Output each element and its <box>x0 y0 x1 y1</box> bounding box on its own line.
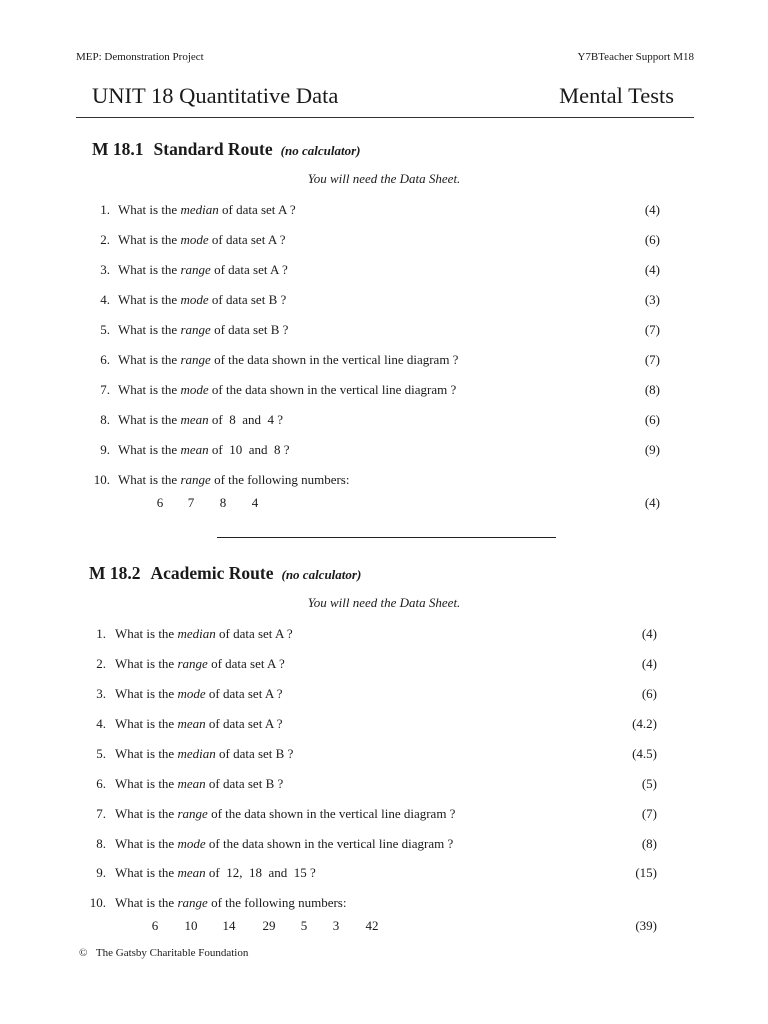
question-item <box>84 352 660 370</box>
question-item <box>80 626 657 644</box>
question-answer: (6) <box>644 412 660 427</box>
question-text <box>118 202 296 218</box>
question-prefix: What is the <box>115 656 178 671</box>
question-item <box>84 292 660 310</box>
question-text <box>115 656 285 672</box>
title-rule <box>76 117 694 118</box>
question-term: range <box>180 322 211 337</box>
question-prefix: What is the <box>118 202 181 217</box>
question-text <box>118 262 288 278</box>
copyright-symbol: © <box>79 947 88 959</box>
question-number: 5. <box>96 746 106 761</box>
question-answer: (4) <box>644 495 660 510</box>
question-answer: (4.2) <box>632 716 657 731</box>
question-prefix: What is the <box>118 322 181 337</box>
question-suffix: of data set B ? <box>208 292 287 307</box>
question-text <box>118 382 456 398</box>
page-header <box>76 51 694 63</box>
question-term: range <box>177 895 208 910</box>
question-term: median <box>177 746 216 761</box>
question-prefix: What is the <box>118 352 181 367</box>
question-item <box>84 262 660 280</box>
number-value: 10 <box>184 918 198 933</box>
question-term: median <box>177 626 216 641</box>
question-prefix: What is the <box>118 412 181 427</box>
unit-title <box>92 82 674 110</box>
question-term: mode <box>177 686 206 701</box>
question-text <box>118 232 286 248</box>
question-number: 1. <box>96 626 106 641</box>
question-suffix: of data set B ? <box>205 776 284 791</box>
question-item <box>80 716 657 734</box>
header-left: MEP: Demonstration Project <box>76 51 204 63</box>
question-text <box>118 412 283 428</box>
question-answer: (9) <box>644 442 660 457</box>
question-answer: (15) <box>635 865 657 880</box>
question-item <box>84 472 660 490</box>
header-right: Y7BTeacher Support M18 <box>577 51 694 63</box>
question-term: range <box>180 472 211 487</box>
question-term: range <box>177 806 208 821</box>
question-number: 3. <box>96 686 106 701</box>
data-sheet-note: You will need the Data Sheet. <box>307 595 461 610</box>
question-prefix: What is the <box>115 776 178 791</box>
section-code: M 18.1 <box>92 139 144 159</box>
section-divider <box>217 537 556 538</box>
question-answer: (4) <box>644 202 660 217</box>
number-value: 6 <box>151 918 159 933</box>
question-number: 7. <box>96 806 106 821</box>
question-number: 8. <box>96 836 106 851</box>
question-text <box>118 472 349 488</box>
question-item <box>84 382 660 400</box>
question-suffix: of 12, 18 and 15 ? <box>205 865 316 880</box>
question-suffix: of the data shown in the vertical line diagram ? <box>207 806 456 821</box>
question-item <box>80 895 657 913</box>
question-item <box>80 836 657 854</box>
question-prefix: What is the <box>115 806 178 821</box>
number-value: 29 <box>262 918 276 933</box>
question-answer: (39) <box>635 918 657 933</box>
footer-text: The Gatsby Charitable Foundation <box>95 947 249 959</box>
question-term: mode <box>180 292 209 307</box>
question-suffix: of data set A ? <box>215 626 293 641</box>
question-term: mean <box>177 716 206 731</box>
question-prefix: What is the <box>115 865 178 880</box>
question-term: mode <box>180 382 209 397</box>
question-term: mean <box>180 442 209 457</box>
question-suffix: of data set B ? <box>215 746 294 761</box>
question-term: mode <box>177 836 206 851</box>
question-term: mean <box>177 776 206 791</box>
calculator-note: (no calculator) <box>281 567 362 582</box>
question-item <box>80 656 657 674</box>
question-suffix: of the data shown in the vertical line diagram ? <box>210 352 459 367</box>
question-suffix: of the following numbers: <box>210 472 350 487</box>
question-prefix: What is the <box>118 472 181 487</box>
question-item <box>84 412 660 430</box>
number-value: 14 <box>222 918 236 933</box>
question-number: 5. <box>100 322 110 337</box>
question-item <box>84 322 660 340</box>
question-suffix: of the following numbers: <box>207 895 347 910</box>
question-answer: (7) <box>644 322 660 337</box>
question-prefix: What is the <box>118 262 181 277</box>
question-item <box>80 806 657 824</box>
unit-title-left: UNIT 18 Quantitative Data <box>92 83 339 108</box>
question-term: range <box>180 262 211 277</box>
question-number: 2. <box>96 656 106 671</box>
number-value: 42 <box>365 918 379 933</box>
question-suffix: of data set B ? <box>210 322 289 337</box>
question-number: 3. <box>100 262 110 277</box>
number-value: 4 <box>251 495 259 510</box>
question-suffix: of the data shown in the vertical line diagram ? <box>205 836 454 851</box>
number-list <box>0 918 768 936</box>
question-text <box>115 746 293 762</box>
question-number: 9. <box>100 442 110 457</box>
number-value: 6 <box>156 495 164 510</box>
question-suffix: of 8 and 4 ? <box>208 412 284 427</box>
question-number: 6. <box>96 776 106 791</box>
question-term: range <box>177 656 208 671</box>
question-text <box>115 865 316 881</box>
data-sheet-note: You will need the Data Sheet. <box>307 171 461 186</box>
question-text <box>115 895 346 911</box>
question-answer: (4) <box>641 656 657 671</box>
question-number: 4. <box>100 292 110 307</box>
question-item <box>84 442 660 460</box>
question-text <box>115 836 453 852</box>
question-answer: (8) <box>644 382 660 397</box>
question-suffix: of data set A ? <box>207 656 285 671</box>
question-answer: (4) <box>644 262 660 277</box>
section-heading <box>89 563 361 584</box>
question-number: 10. <box>93 472 110 487</box>
question-prefix: What is the <box>115 716 178 731</box>
question-text <box>115 806 455 822</box>
question-number: 4. <box>96 716 106 731</box>
question-number: 7. <box>100 382 110 397</box>
number-value: 7 <box>187 495 195 510</box>
number-list <box>0 495 768 513</box>
question-suffix: of data set A ? <box>205 716 283 731</box>
question-text <box>118 292 286 308</box>
question-suffix: of data set A ? <box>218 202 296 217</box>
question-item <box>80 686 657 704</box>
question-term: median <box>180 202 219 217</box>
question-text <box>118 352 458 368</box>
question-prefix: What is the <box>118 232 181 247</box>
question-answer: (6) <box>644 232 660 247</box>
question-text <box>118 322 288 338</box>
question-prefix: What is the <box>118 382 181 397</box>
question-number: 6. <box>100 352 110 367</box>
question-text <box>118 442 290 458</box>
question-suffix: of data set A ? <box>210 262 288 277</box>
question-prefix: What is the <box>115 836 178 851</box>
question-answer: (3) <box>644 292 660 307</box>
question-suffix: of data set A ? <box>208 232 286 247</box>
question-answer: (4) <box>641 626 657 641</box>
question-text <box>115 716 283 732</box>
question-suffix: of the data shown in the vertical line diagram ? <box>208 382 457 397</box>
question-answer: (7) <box>644 352 660 367</box>
section-heading <box>92 139 360 160</box>
question-answer: (4.5) <box>632 746 657 761</box>
section-code: M 18.2 <box>89 563 141 583</box>
question-suffix: of 10 and 8 ? <box>208 442 290 457</box>
question-prefix: What is the <box>115 626 178 641</box>
question-item <box>84 232 660 250</box>
question-prefix: What is the <box>115 746 178 761</box>
question-number: 10. <box>89 895 106 910</box>
question-answer: (5) <box>641 776 657 791</box>
section-title: Academic Route <box>150 563 274 583</box>
footer <box>79 947 248 959</box>
question-text <box>115 626 293 642</box>
question-item <box>80 865 657 883</box>
question-answer: (7) <box>641 806 657 821</box>
number-value: 8 <box>219 495 227 510</box>
question-prefix: What is the <box>118 442 181 457</box>
question-term: mode <box>180 232 209 247</box>
question-term: mean <box>180 412 209 427</box>
question-term: mean <box>177 865 206 880</box>
question-text <box>115 686 283 702</box>
question-prefix: What is the <box>118 292 181 307</box>
question-answer: (6) <box>641 686 657 701</box>
question-text <box>115 776 283 792</box>
unit-title-right: Mental Tests <box>559 83 674 108</box>
question-term: range <box>180 352 211 367</box>
question-item <box>80 746 657 764</box>
question-item <box>80 776 657 794</box>
question-prefix: What is the <box>115 895 178 910</box>
question-number: 8. <box>100 412 110 427</box>
number-value: 5 <box>300 918 308 933</box>
section-title: Standard Route <box>153 139 273 159</box>
question-item <box>84 202 660 220</box>
number-value: 3 <box>332 918 340 933</box>
question-number: 9. <box>96 865 106 880</box>
calculator-note: (no calculator) <box>280 143 361 158</box>
question-number: 1. <box>100 202 110 217</box>
question-answer: (8) <box>641 836 657 851</box>
question-number: 2. <box>100 232 110 247</box>
question-suffix: of data set A ? <box>205 686 283 701</box>
question-prefix: What is the <box>115 686 178 701</box>
